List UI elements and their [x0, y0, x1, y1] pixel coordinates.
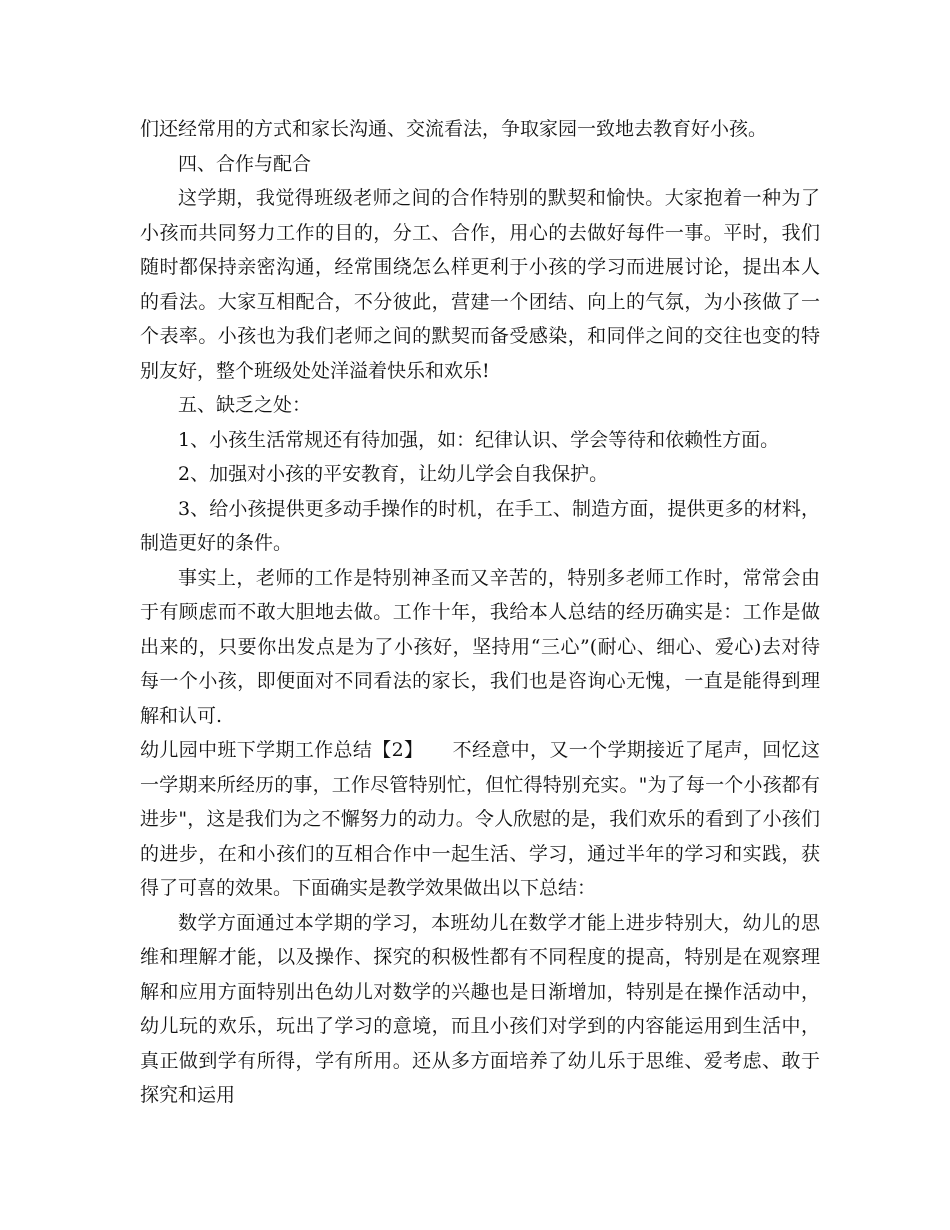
- section-heading-cooperation: 四、合作与配合: [178, 152, 312, 175]
- document-body: [140, 112, 820, 1113]
- section2-spacer: [414, 739, 453, 761]
- paragraph-cooperation: 这学期，我觉得班级老师之间的合作特别的默契和愉快。大家抱着一种为了小孩而共同努力工作的目的，分工、合作，用心的去做好每件一事。平时，我们随时都保持亲密沟通，经常围绕怎么样更利于小孩的学习而进展讨论，提出本人的看法。大家互相配合，不分彼此，营建一个团结、向上的气氛，为小孩做了一个表率。小孩也为我们老师之间的默契而备受感染，和同伴之间的交往也变的特别友好，整个班级处处洋溢着快乐和欢乐!: [140, 187, 820, 382]
- section2-title: 幼儿园中班下学期工作总结【2】: [140, 739, 414, 761]
- section-heading-shortcomings: 五、缺乏之处：: [178, 394, 312, 416]
- paragraph-continuation: 们还经常用的方式和家长沟通、交流看法，争取家园一致地去教育好小孩。: [140, 118, 768, 140]
- list-item-shortcoming-2: 2、加强对小孩的平安教育，让幼儿学会自我保护。: [178, 463, 609, 485]
- list-item-shortcoming-1: 1、小孩生活常规还有待加强，如：纪律认识、学会等待和依赖性方面。: [178, 428, 780, 451]
- paragraph-math: 数学方面通过本学期的学习，本班幼儿在数学才能上进步特别大，幼儿的思维和理解才能，以及操作、探究的积极性都有不同程度的提高，特别是在观察理解和应用方面特别出色幼儿对数学的兴趣也是日渐增加，特别是在操作活动中，幼儿玩的欢乐，玩出了学习的意境，而且小孩们对学到的内容能运用到生活中，真正做到学有所得，学有所用。还从多方面培养了幼儿乐于思维、爱考虑、敢于探究和运用: [140, 911, 820, 1106]
- paragraph-reflection: 事实上，老师的工作是特别神圣而又辛苦的，特别多老师工作时，常常会由于有顾虑而不敢大胆地去做。工作十年，我给本人总结的经历确实是：工作是做出来的，只要你出发点是为了小孩好，坚持用“三心”(耐心、细心、爱心)去对待每一个小孩，即便面对不同看法的家长，我们也是咨询心无愧，一直是能得到理解和认可.: [140, 566, 820, 727]
- section2-intro-text: 不经意中，又一个学期接近了尾声，回忆这一学期来所经历的事，工作尽管特别忙，但忙得特别充实。"为了每一个小孩都有进步"，这是我们为之不懈努力的动力。令人欣慰的是，我们欢乐的看到了小孩们的进步，在和小孩们的互相合作中一起生活、学习，通过半年的学习和实践，获得了可喜的效果。下面确实是教学效果做出以下总结：: [140, 739, 820, 899]
- section2-paragraph: [140, 733, 820, 906]
- list-item-shortcoming-3: 3、给小孩提供更多动手操作的时机，在手工、制造方面，提供更多的材料，制造更好的条件。: [140, 497, 820, 554]
